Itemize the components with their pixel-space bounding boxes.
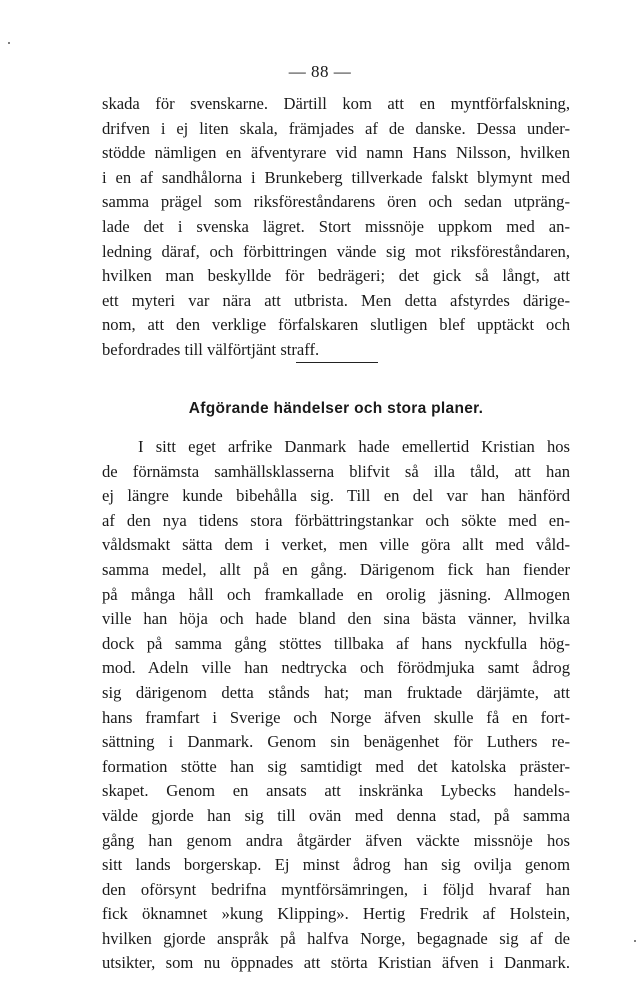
text-line: hvilken gjorde anspråk på halfva Norge, begagnade sig af de <box>102 928 570 948</box>
text-line: mod. Adeln ville han nedtrycka och förödmjuka samt ådrog <box>102 658 570 678</box>
paragraph-2 <box>102 435 570 976</box>
paper-speck <box>634 940 636 942</box>
text-line: stödde nämligen en äfventyrare vid namn Hans Nilsson, hvilken <box>102 143 570 163</box>
text-line: våldsmakt sätta dem i verket, men ville göra allt med våld- <box>102 535 570 555</box>
text-line: befordrades till välförtjänt straff. <box>102 339 320 359</box>
text-line: af den nya tidens stora förbättringstankar och sökte med en- <box>102 510 570 530</box>
text-line: hans framfart i Sverige och Norge äfven skulle få en fort- <box>102 707 570 727</box>
text-line: i en af sandhålorna i Brunkeberg tillverkade falskt blymynt med <box>102 167 570 187</box>
text-line: skapet. Genom en ansats att inskränka Lybecks handels- <box>102 781 570 801</box>
paper-speck <box>8 42 10 44</box>
text-line: hvilken man beskyllde för bedrägeri; det gick så långt, att <box>102 266 570 286</box>
text-line: välde gjorde han sig till ovän med denna stad, på samma <box>102 805 570 825</box>
paragraph-1 <box>102 92 570 363</box>
text-line: ett myteri var nära att utbrista. Men detta afstyrdes därige- <box>102 290 570 310</box>
text-line: de förnämsta samhällsklasserna blifvit så illa tåld, att han <box>102 461 570 481</box>
text-line: fick öknamnet »kung Klipping». Hertig Fredrik af Holstein, <box>102 904 570 924</box>
page-number: — 88 — <box>288 62 352 81</box>
text-line: samma prägel som riksföreståndarens ören och sedan utpräng- <box>102 192 570 212</box>
text-line: utsikter, som nu öppnades att störta Kristian äfven i Danmark. <box>102 953 570 973</box>
text-line: skada för svenskarne. Därtill kom att en myntförfalskning, <box>102 94 570 113</box>
section-heading: Afgörande händelser och stora planer. <box>188 400 484 417</box>
section-divider <box>296 362 378 363</box>
text-line: formation stötte han sig samtidigt med det katolska präster- <box>102 756 570 776</box>
text-line: ville han höja och hade bland den sina bästa vänner, hvilka <box>102 609 570 629</box>
text-line: gång han genom andra åtgärder äfven väckte missnöje hos <box>102 830 570 850</box>
text-line: samma medel, allt på en gång. Därigenom fick han fiender <box>102 559 570 579</box>
text-line: I sitt eget arfrike Danmark hade emellertid Kristian hos <box>138 437 570 456</box>
text-line: ej längre kunde bibehålla sig. Till en del var han hänförd <box>102 486 570 506</box>
text-line: sig därigenom detta stånds hat; man fruktade därjämte, att <box>102 682 570 702</box>
text-line: ledning däraf, och förbittringen vände sig mot riksföreståndaren, <box>102 241 570 261</box>
text-line: sitt lands borgerskap. Ej minst ådrog han sig ovilja genom <box>102 855 570 875</box>
text-line: den oförsynt bedrifna myntförsämringen, i följd hvaraf han <box>102 879 570 899</box>
text-line: drifven i ej liten skala, främjades af de danske. Dessa under- <box>102 118 570 138</box>
text-line: dock på samma gång stöttes tillbaka af hans nyckfulla hög- <box>102 633 570 653</box>
text-line: nom, att den verklige förfalskaren slutligen blef upptäckt och <box>102 315 570 335</box>
text-line: på många håll och framkallade en orolig jäsning. Allmogen <box>102 584 570 604</box>
text-line: lade det i svenska lägret. Stort missnöje uppkom med an- <box>102 216 570 236</box>
text-line: sättning i Danmark. Genom sin benägenhet för Luthers re- <box>102 732 570 752</box>
